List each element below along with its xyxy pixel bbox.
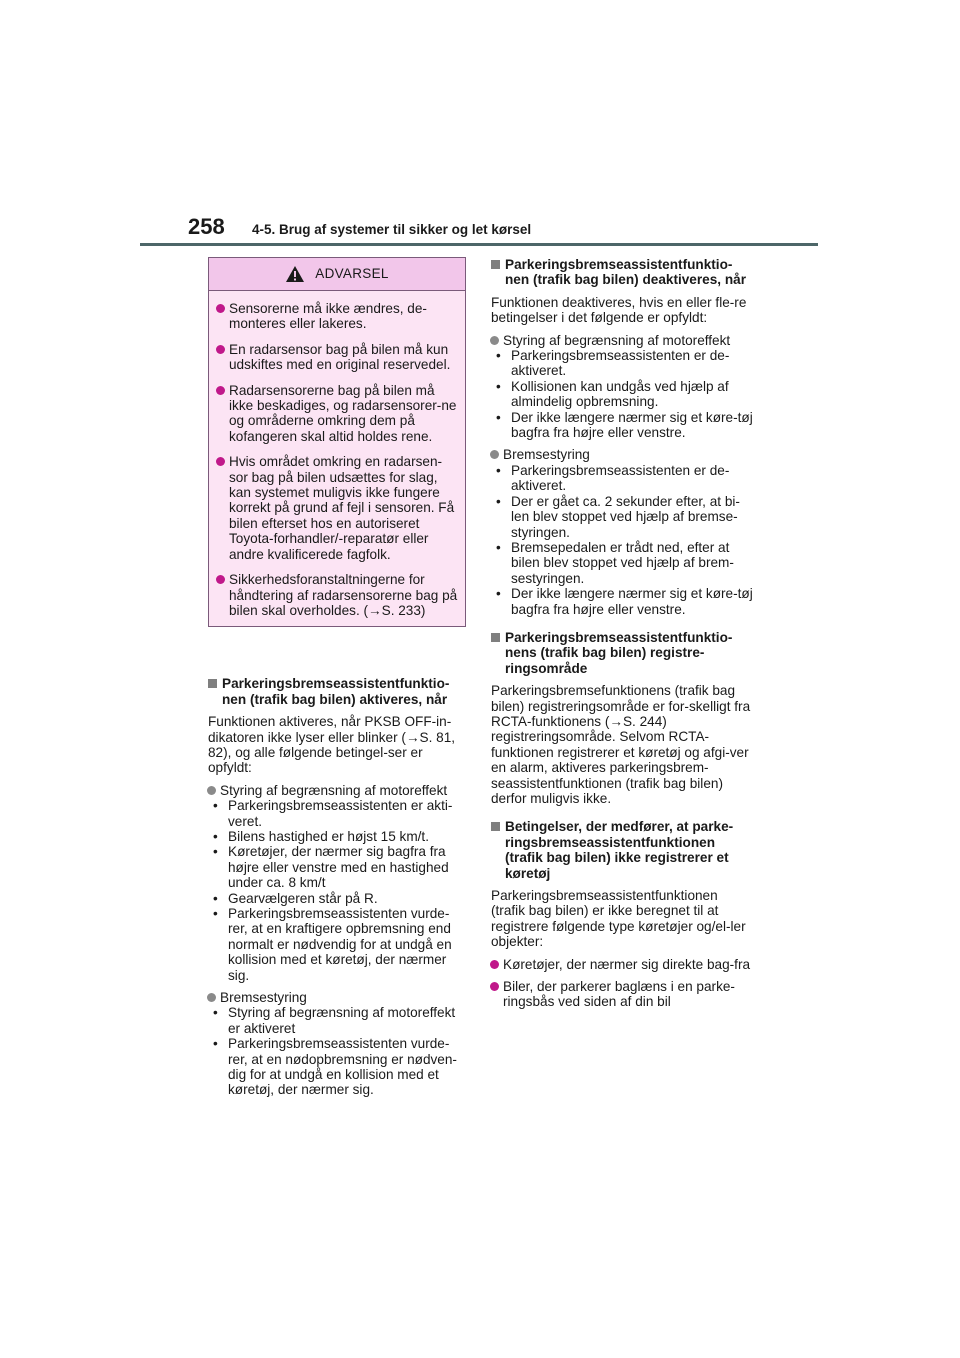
list-item: • Der ikke længere nærmer sig et køre-tøj bagfra fra højre eller venstre. xyxy=(491,410,753,441)
warning-item: Sensorerne må ikke ændres, de-monteres eller lakeres. xyxy=(217,301,459,332)
bullet-dot-icon xyxy=(216,386,225,395)
list-item: • Parkeringsbremseassistenten vurde-rer, at en nødopbremsning er nødven-dig for at undgå en kollision med et køretøj, der nærmer sig. xyxy=(208,1036,466,1098)
warning-item: Sikkerhedsforanstaltningerne for håndtering af radarsensorerne bag på bilen skal overholdes. (→S. 233) xyxy=(217,572,459,618)
bullet-dot-icon xyxy=(490,336,499,345)
bullet-dot-icon xyxy=(216,457,225,466)
section-heading-detection-area: Parkeringsbremseassistentfunktio-nens (trafik bag bilen) registre-ringsområde xyxy=(491,630,753,676)
list-item: • Gearvælgeren står på R. xyxy=(208,891,466,906)
list-item: Biler, der parkerer baglæns i en parke-ringsbås ved siden af din bil xyxy=(491,979,753,1010)
bullet-dot-icon xyxy=(216,575,225,584)
warning-item: En radarsensor bag på bilen må kun udskiftes med en original reservedel. xyxy=(217,342,459,373)
square-bullet-icon xyxy=(208,679,217,688)
group-title: Styring af begrænsning af motoreffekt xyxy=(208,783,466,798)
group-title: Bremsestyring xyxy=(491,447,753,462)
list-item: • Kollisionen kan undgås ved hjælp af almindelig opbremsning. xyxy=(491,379,753,410)
square-bullet-icon xyxy=(491,633,500,642)
section-heading-deactivation: Parkeringsbremseassistentfunktio-nen (trafik bag bilen) deaktiveres, når xyxy=(491,257,753,288)
section-heading-non-detection: Betingelser, der medfører, at parke-ringsbremseassistentfunktionen (trafik bag bilen) ikke registrerer et køretøj xyxy=(491,819,753,881)
list-item: • Køretøjer, der nærmer sig bagfra fra højre eller venstre med en hastighed under ca. 8 km/t xyxy=(208,844,466,890)
bullet-dot-icon xyxy=(490,982,499,991)
square-bullet-icon xyxy=(491,260,500,269)
warning-title: ADVARSEL xyxy=(315,266,389,282)
right-column xyxy=(491,257,753,1010)
warning-item: Hvis området omkring en radarsen-sor bag på bilen udsættes for slag, kan systemet muligvis ikke fungere korrekt på grund af fejl i sensoren. Få bilen efterset hos en autoriseret Toyota-forhandler/-reparatør eller andre kvalificerede fagfolk. xyxy=(217,454,459,562)
group-title: Bremsestyring xyxy=(208,990,466,1005)
list-item: • Bilens hastighed er højst 15 km/t. xyxy=(208,829,466,844)
list-item: • Der ikke længere nærmer sig et køre-tøj bagfra fra højre eller venstre. xyxy=(491,586,753,617)
header-rule xyxy=(140,243,818,246)
page-number: 258 xyxy=(188,214,225,239)
paragraph: Funktionen deaktiveres, hvis en eller fle-re betingelser i det følgende er opfyldt: xyxy=(491,294,747,326)
bullet-dot-icon xyxy=(207,786,216,795)
paragraph: Parkeringsbremseassistentfunktionen (trafik bag bilen) er ikke beregnet til at registrere følgende type køretøjer og/el-ler objekter: xyxy=(491,888,746,950)
list-item: Køretøjer, der nærmer sig direkte bag-fra xyxy=(491,957,753,972)
warning-box xyxy=(208,257,466,627)
paragraph: Funktionen aktiveres, når PKSB OFF-in-dikatoren ikke lyser eller blinker (→S. 81, 82), og alle følgende betingel-ser er opfyldt: xyxy=(208,714,456,776)
list-item: • Bremsepedalen er trådt ned, efter at bilen blev stoppet ved hjælp af brem-sestyringen. xyxy=(491,540,753,586)
section-heading-activation: Parkeringsbremseassistentfunktio-nen (trafik bag bilen) aktiveres, når xyxy=(208,676,466,707)
group-title: Styring af begrænsning af motoreffekt xyxy=(491,333,753,348)
list-item: • Parkeringsbremseassistenten er de-aktiveret. xyxy=(491,463,753,494)
warning-header xyxy=(209,258,465,291)
left-column xyxy=(208,257,466,1098)
bullet-dot-icon xyxy=(207,993,216,1002)
warning-triangle-icon xyxy=(285,265,305,283)
bullet-dot-icon xyxy=(490,960,499,969)
bullet-dot-icon xyxy=(490,450,499,459)
square-bullet-icon xyxy=(491,822,500,831)
bullet-dot-icon xyxy=(216,345,225,354)
list-item: • Parkeringsbremseassistenten er de-aktiveret. xyxy=(491,348,753,379)
bullet-dot-icon xyxy=(216,304,225,313)
paragraph: Parkeringsbremsefunktionens (trafik bag bilen) registreringsområde er for-skelligt fra RCTA-funktionens (→S. 244) registreringsområde. Selvom RCTA-funktionen registrerer et køretøj og afgi-ver en alarm, aktiveres parkeringsbrem-seassistentfunktionen (trafik bag bilen) derfor muligvis ikke. xyxy=(491,683,751,806)
warning-body xyxy=(209,301,465,626)
warning-item: Radarsensorerne bag på bilen må ikke beskadiges, og radarsensorer-ne og områderne omkring dem på kofangeren skal altid holdes rene. xyxy=(217,383,459,445)
list-item: • Der er gået ca. 2 sekunder efter, at bi-len blev stoppet ved hjælp af bremse-styringen. xyxy=(491,494,753,540)
chapter-title: 4-5. Brug af systemer til sikker og let kørsel xyxy=(252,222,532,237)
list-item: • Parkeringsbremseassistenten er akti-veret. xyxy=(208,798,466,829)
list-item: • Parkeringsbremseassistenten vurde-rer, at en kraftigere opbremsning end normalt er nødvendig for at undgå en kollision med et køretøj, der nærmer sig. xyxy=(208,906,466,983)
list-item: • Styring af begrænsning af motoreffekt er aktiveret xyxy=(208,1005,466,1036)
page-header xyxy=(188,214,531,240)
